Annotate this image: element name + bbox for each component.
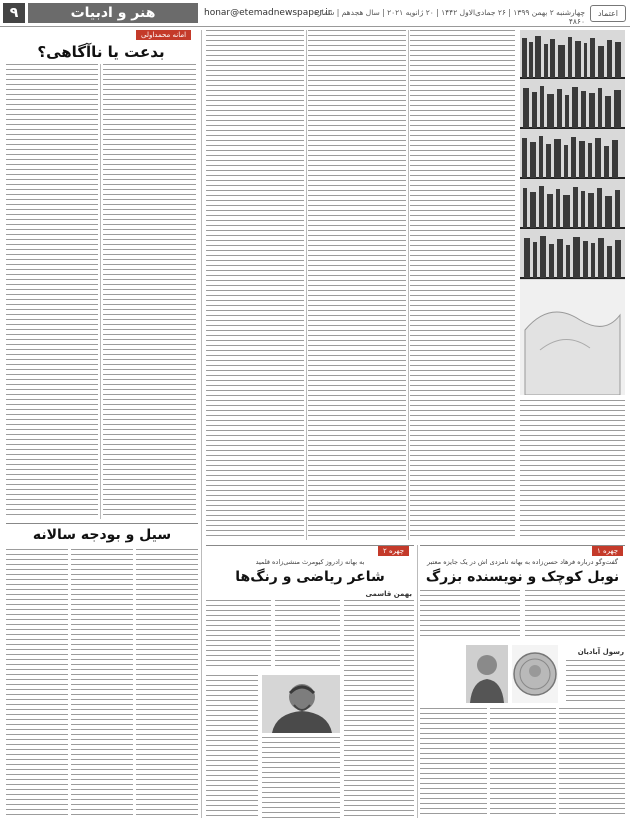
- page-number: ۹: [3, 3, 25, 23]
- section-divider: [6, 523, 198, 524]
- photo-side-text: [520, 400, 625, 540]
- left-author-tag: امانه محمداولی: [136, 30, 191, 40]
- left-article-title: بدعت یا ناآگاهی؟: [37, 43, 165, 61]
- column-divider: [408, 30, 409, 540]
- second-body-col-5: [262, 737, 340, 818]
- second-article-kicker: به بهانه زادروز کیومرث منشی‌زاده قلمید: [255, 558, 365, 566]
- main-article-kicker: گفت‌وگو درباره فرهاد حسن‌زاده به بهانه نامزدی اش در یک جایزه معتبر: [427, 558, 618, 566]
- award-medal: [512, 645, 558, 703]
- main-article-tag: چهره ۱: [592, 546, 623, 556]
- second-body-col-1: [206, 600, 271, 670]
- main-article-title: نوبل کوچک و نویسنده بزرگ: [425, 569, 620, 585]
- page-header: [0, 0, 630, 27]
- main-body-col-6: [559, 708, 625, 818]
- left-bottom-title: سیل و بودجه سالانه: [32, 527, 172, 543]
- dateline: چهارشنبه ۲ بهمن ۱۳۹۹ | ۲۶ جمادی‌الاول ۱۴۴۲ | ۲۰ ژانویه ۲۰۲۱ | سال هجدهم | شماره ۴۸۶۰: [313, 8, 585, 26]
- mid-body-col-1: [206, 30, 304, 540]
- column-divider: [100, 64, 101, 519]
- section-title: هنر و ادبیات: [28, 3, 198, 23]
- email-address[interactable]: honar@etemadnewspaper.ir: [204, 8, 332, 18]
- main-body-col-3: [566, 660, 625, 705]
- newspaper-logo: اعتماد: [590, 5, 626, 22]
- left-article-body-col-2: [103, 64, 196, 519]
- second-article-tag: چهره ۲: [378, 546, 409, 556]
- main-article-author: رسول آبادیان: [577, 648, 624, 656]
- second-article-author: بهمن قاسمی: [365, 590, 412, 598]
- main-body-col-4: [420, 708, 487, 818]
- column-divider: [417, 545, 418, 818]
- main-body-col-5: [490, 708, 556, 818]
- mid-body-col-3: [410, 30, 515, 540]
- poet-portrait: [262, 675, 340, 733]
- left-bottom-body-col-3: [136, 549, 198, 815]
- main-body-col-2: [525, 590, 625, 640]
- left-article-body-col-1: [6, 64, 98, 519]
- main-body-col-1: [420, 590, 520, 640]
- left-bottom-body-col-1: [6, 549, 68, 815]
- column-divider: [306, 30, 307, 540]
- second-article-title: شاعر ریاضی و رنگ‌ها: [235, 569, 385, 585]
- second-body-col-3: [344, 600, 414, 818]
- author-portrait: [466, 645, 508, 703]
- second-body-col-4: [206, 675, 258, 818]
- bookshelf-photo: [520, 30, 625, 395]
- page-column-divider: [201, 30, 202, 818]
- mid-body-col-2: [308, 30, 406, 540]
- second-body-col-2: [275, 600, 340, 670]
- left-bottom-body-col-2: [71, 549, 133, 815]
